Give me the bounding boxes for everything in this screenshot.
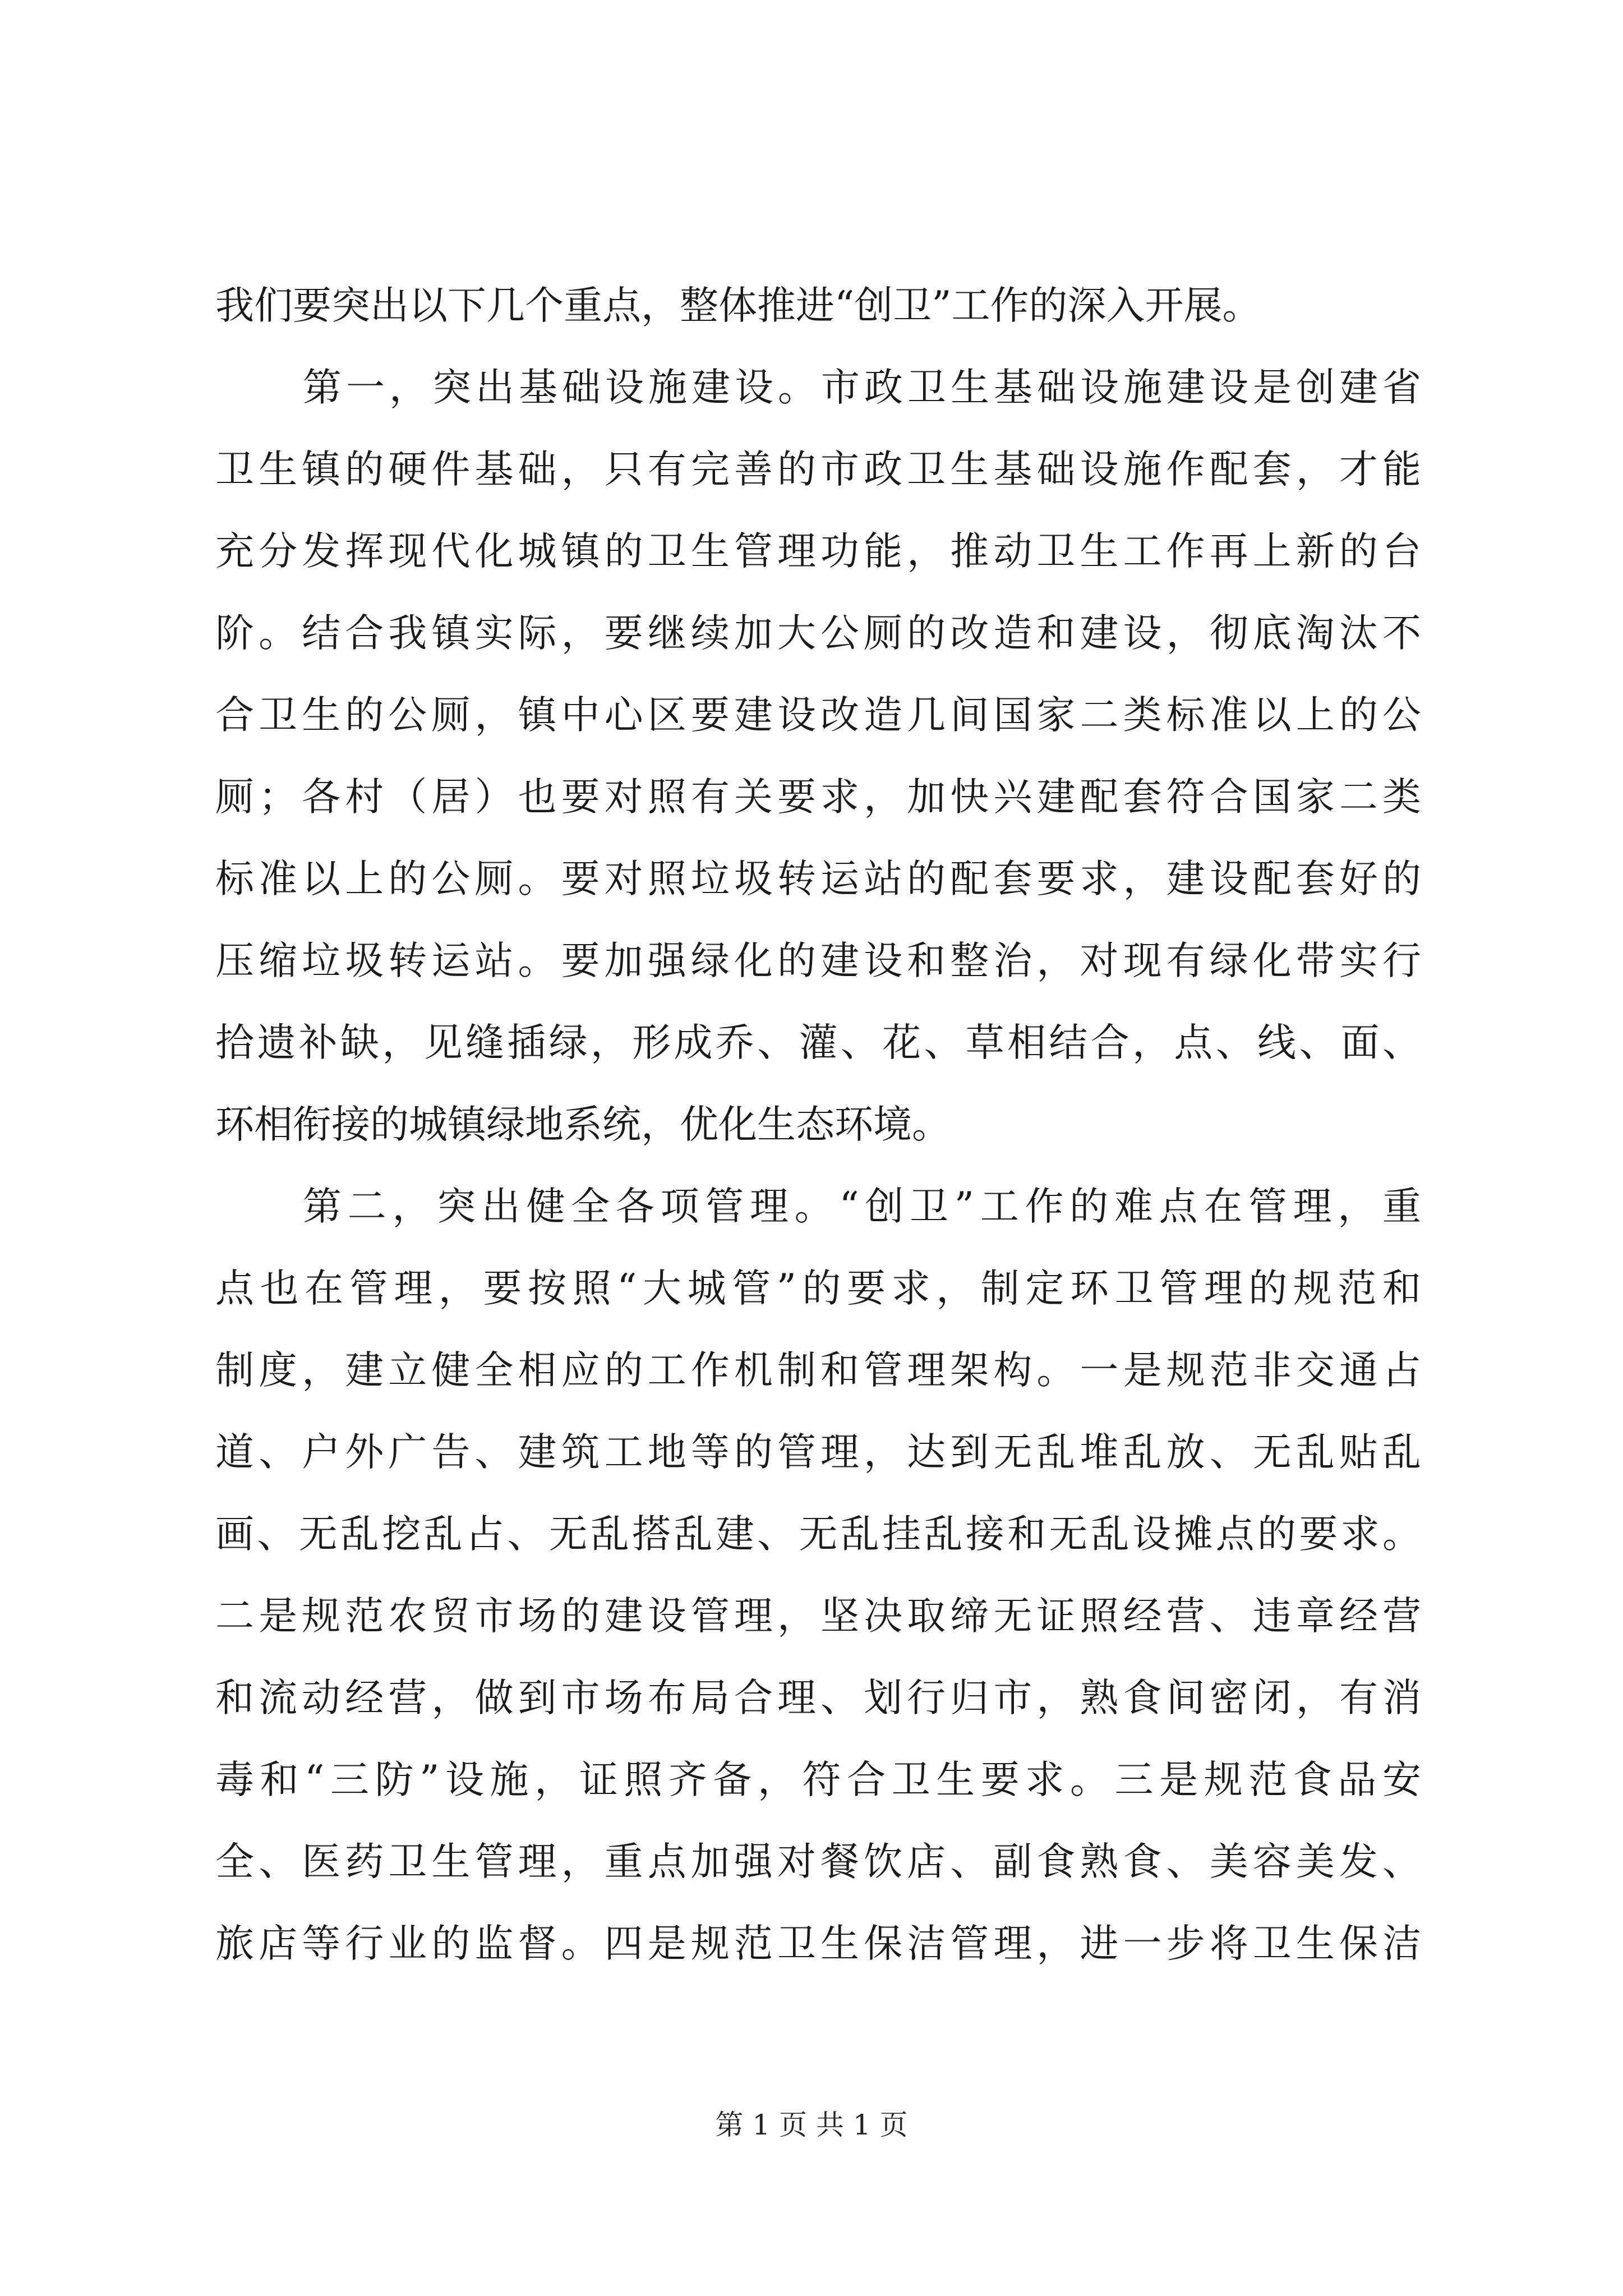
text-line-6: 合卫生的公厕，镇中心区要建设改造几间国家二类标准以上的公 [215, 693, 1421, 738]
text-line-7: 厕；各村（居）也要对照有关要求，加快兴建配套符合国家二类 [215, 775, 1421, 820]
text-line-16: 画、无乱挖乱占、无乱搭乱建、无乱挂乱接和无乱设摊点的要求。 [215, 1512, 1421, 1557]
text-line-3: 卫生镇的硬件基础，只有完善的市政卫生基础设施作配套，才能 [215, 447, 1421, 492]
text-line-14: 制度，建立健全相应的工作机制和管理架构。一是规范非交通占 [215, 1348, 1421, 1393]
text-line-11: 环相衔接的城镇绿地系统，优化生态环境。 [215, 1102, 951, 1147]
text-line-5: 阶。结合我镇实际，要继续加大公厕的改造和建设，彻底淘汰不 [215, 611, 1421, 656]
body-text [215, 265, 1421, 1985]
text-line-17: 二是规范农贸市场的建设管理，坚决取缔无证照经营、违章经营 [215, 1594, 1421, 1639]
page-number-footer: 第 1 页 共 1 页 [715, 2109, 908, 2141]
text-line-21: 旅店等行业的监督。四是规范卫生保洁管理，进一步将卫生保洁 [215, 1921, 1421, 1966]
text-line-8: 标准以上的公厕。要对照垃圾转运站的配套要求，建设配套好的 [215, 857, 1421, 901]
text-line-20: 全、医药卫生管理，重点加强对餐饮店、副食熟食、美容美发、 [215, 1839, 1421, 1884]
text-line-12: 第二，突出健全各项管理。“创卫”工作的难点在管理，重 [303, 1184, 1421, 1229]
text-line-4: 充分发挥现代化城镇的卫生管理功能，推动卫生工作再上新的台 [215, 529, 1421, 574]
text-line-13: 点也在管理，要按照“大城管”的要求，制定环卫管理的规范和 [215, 1266, 1421, 1311]
text-line-2: 第一，突出基础设施建设。市政卫生基础设施建设是创建省 [303, 365, 1421, 410]
text-line-19: 毒和“三防”设施，证照齐备，符合卫生要求。三是规范食品安 [215, 1757, 1421, 1802]
text-line-18: 和流动经营，做到市场布局合理、划行归市，熟食间密闭，有消 [215, 1676, 1421, 1720]
text-line-10: 拾遗补缺，见缝插绿，形成乔、灌、花、草相结合，点、线、面、 [215, 1020, 1421, 1065]
text-line-9: 压缩垃圾转运站。要加强绿化的建设和整治，对现有绿化带实行 [215, 938, 1421, 983]
text-line-1: 我们要突出以下几个重点，整体推进“创卫”工作的深入开展。 [215, 283, 1261, 328]
text-line-15: 道、户外广告、建筑工地等的管理，达到无乱堆乱放、无乱贴乱 [215, 1430, 1421, 1475]
